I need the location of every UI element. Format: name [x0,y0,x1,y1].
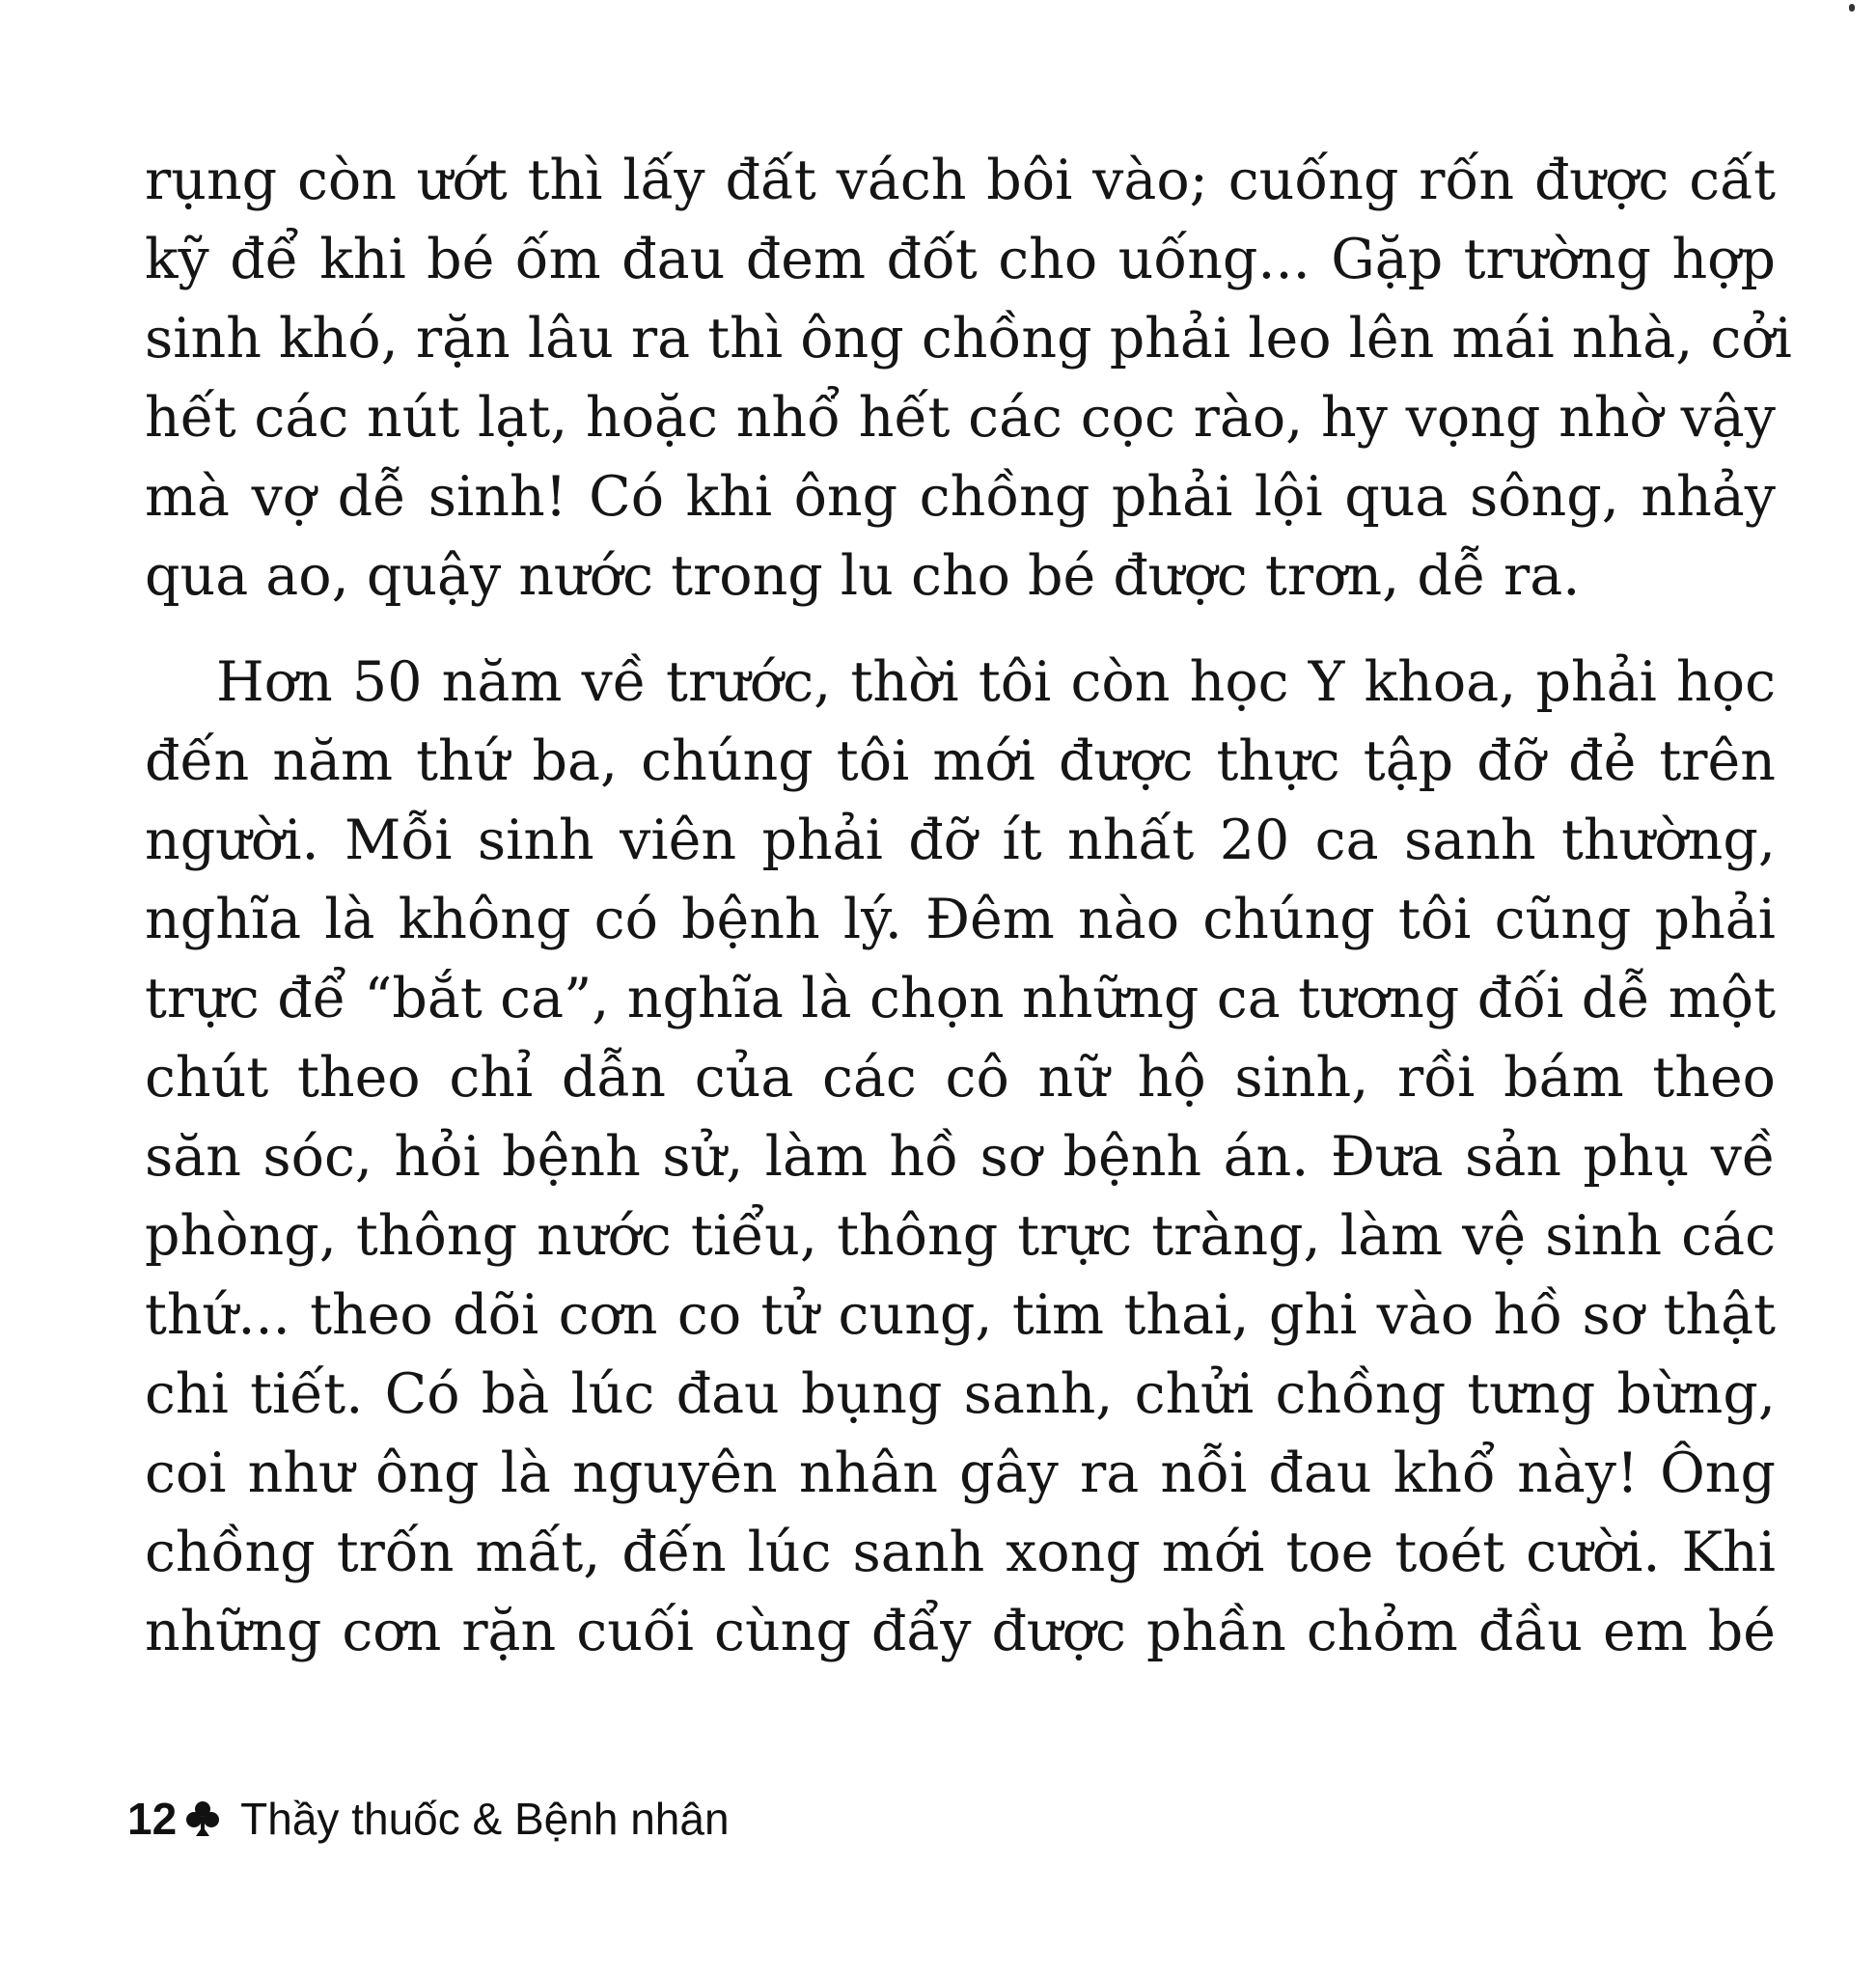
text-line: người. Mỗi sinh viên phải đỡ ít nhất 20 ca sanh thường, [145,809,1776,872]
text-line: đến năm thứ ba, chúng tôi mới được thực tập đỡ đẻ trên [145,729,1776,793]
book-title: Thầy thuốc & Bệnh nhân [240,1794,730,1844]
paragraph-2 [145,643,1776,1671]
text-line: chồng trốn mất, đến lúc sanh xong mới toe toét cười. Khi [145,1521,1776,1584]
club-icon [186,1799,219,1838]
text-line: coi như ông là nguyên nhân gây ra nỗi đau khổ này! Ông [145,1441,1776,1505]
page-footer [127,1785,730,1852]
text-line: nghĩa là không có bệnh lý. Đêm nào chúng tôi cũng phải [145,888,1776,951]
text-line-indented: Hơn 50 năm về trước, thời tôi còn học Y khoa, phải học [216,650,1776,714]
text-line: rụng còn ướt thì lấy đất vách bôi vào; cuống rốn được cất [145,149,1776,212]
text-line: sinh khó, rặn lâu ra thì ông chồng phải leo lên mái nhà, cởi [145,307,1792,370]
text-line: kỹ để khi bé ốm đau đem đốt cho uống... Gặp trường hợp [145,228,1776,291]
page-number: 12 [127,1794,178,1844]
text-line: qua ao, quậy nước trong lu cho bé được trơn, dễ ra. [145,544,1581,608]
text-line: chút theo chỉ dẫn của các cô nữ hộ sinh, rồi bám theo [145,1046,1776,1110]
text-line: phòng, thông nước tiểu, thông trực tràng, làm vệ sinh các [145,1204,1776,1268]
text-line: săn sóc, hỏi bệnh sử, làm hồ sơ bệnh án. Đưa sản phụ về [145,1125,1776,1189]
text-line: mà vợ dễ sinh! Có khi ông chồng phải lội qua sông, nhảy [145,465,1776,529]
paragraph-1 [145,141,1792,616]
scan-speck [1849,4,1855,12]
text-line: thứ... theo dõi cơn co tử cung, tim thai, ghi vào hồ sơ thật [145,1283,1776,1347]
text-line: trực để “bắt ca”, nghĩa là chọn những ca tương đối dễ một [145,967,1776,1030]
text-line: hết các nút lạt, hoặc nhổ hết các cọc rào, hy vọng nhờ vậy [145,386,1776,450]
text-line: chi tiết. Có bà lúc đau bụng sanh, chửi chồng tưng bừng, [145,1362,1776,1426]
text-line: những cơn rặn cuối cùng đẩy được phần chỏm đầu em bé [145,1600,1776,1663]
